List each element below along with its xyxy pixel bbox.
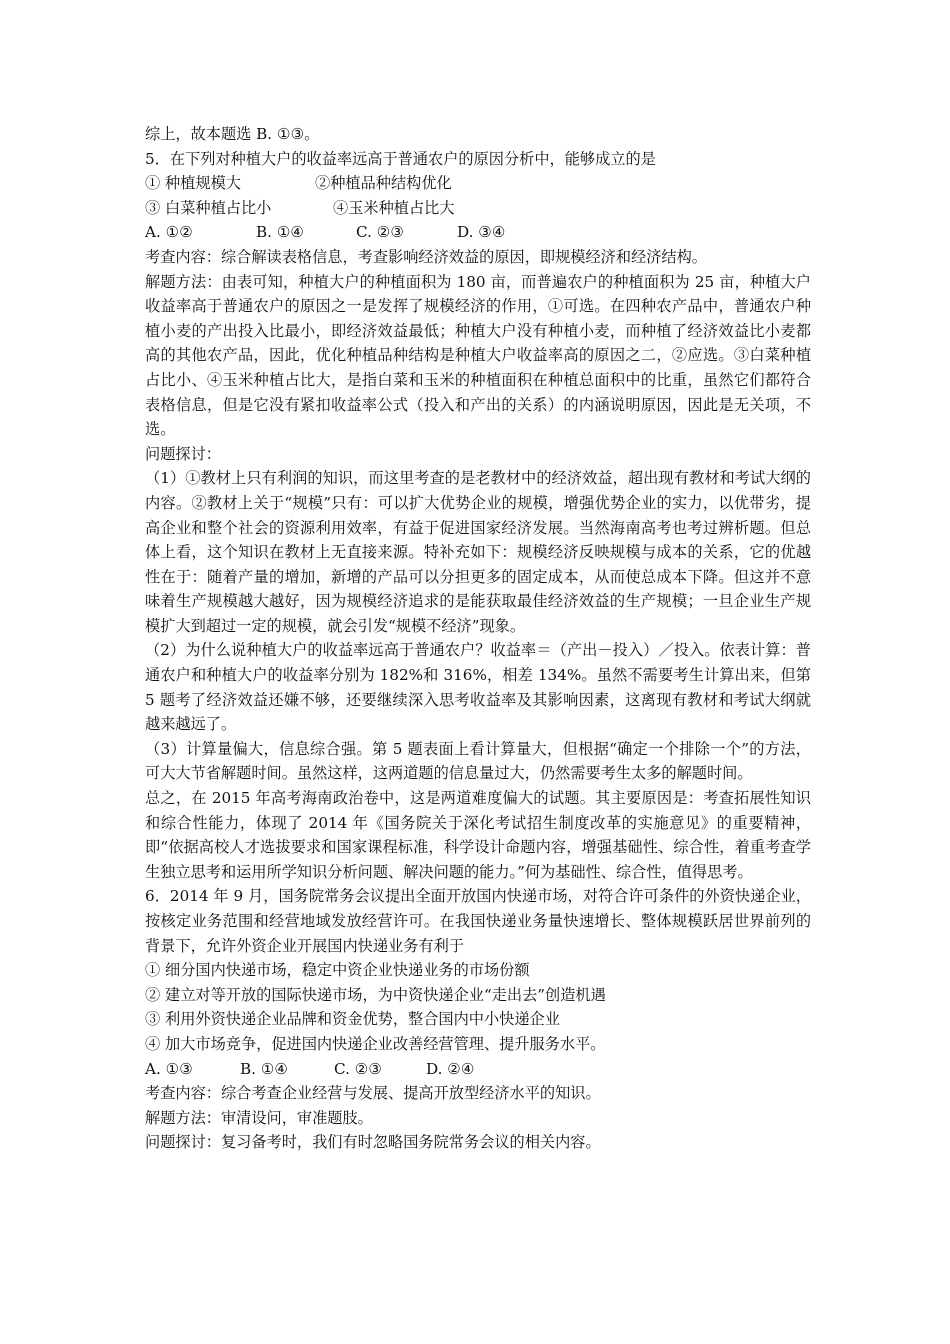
q5-statement-2: ②种植品种结构优化 <box>315 174 452 193</box>
q5-statement-1: ① 种植规模大 <box>145 174 241 193</box>
q6-option-c: C. ②③ <box>334 1059 382 1078</box>
q5-stem: 5．在下列对种植大户的收益率远高于普通农户的原因分析中，能够成立的是 <box>145 149 656 168</box>
q6-statement-1: ① 细分国内快递市场，稳定中资企业快递业务的市场份额 <box>145 961 530 980</box>
q5-statement-4: ④玉米种植占比大 <box>333 198 455 217</box>
q5-option-d: D. ③④ <box>457 223 506 242</box>
q6-option-a: A. ①③ <box>145 1059 193 1078</box>
q5-option-c: C. ②③ <box>356 223 404 242</box>
q6-content: 考查内容：综合考查企业经营与发展、提高开放型经济水平的知识。 <box>145 1084 601 1103</box>
q5-method: 解题方法：由表可知，种植大户的种植面积为 180 亩，而普遍农户的种植面积为 25 亩，种植大户收益率高于普通农户的原因之一是发挥了规模经济的作用，①可选。在四种农产品中，普通农户种植小麦的产出投入比最小，即经济效益最低；种植大户没有种植小麦，而种植了经济效益比小麦都高的其他农产品，因此，优化种植品种结构是种植大户收益率高的原因之二，②应选。③白菜种植占比小、④玉米种植占比大，是指白菜和玉米的种植面积在种植总面积中的比重，虽然它们都符合表格信息，但是它没有紧扣收益率公式（投入和产出的关系）的内涵说明原因，因此是无关项，不选。 <box>145 272 811 439</box>
q5-discussion-3: （3）计算量偏大，信息综合强。第 5 题表面上看计算量大，但根据“确定一个排除一个”的方法，可大大节省解题时间。虽然这样，这两道题的信息量过大，仍然需要考生太多的解题时间。 <box>145 739 811 783</box>
q6-discussion: 问题探讨：复习备考时，我们有时忽略国务院常务会议的相关内容。 <box>145 1133 601 1152</box>
q5-options <box>145 220 811 245</box>
q5-statements-row-1 <box>145 171 811 196</box>
q5-option-a: A. ①② <box>145 223 193 242</box>
q5-discussion-1: （1）①教材上只有利润的知识，而这里考查的是老教材中的经济效益，超出现有教材和考试大纲的内容。②教材上关于“规模”只有：可以扩大优势企业的规模，增强优势企业的实力，以优带劣，提高企业和整个社会的资源利用效率，有益于促进国家经济发展。当然海南高考也考过辨析题。但总体上看，这个知识在教材上无直接来源。特补充如下：规模经济反映规模与成本的关系，它的优越性在于：随着产量的增加，新增的产品可以分担更多的固定成本，从而使总成本下降。但这并不意味着生产规模越大越好，因为规模经济追求的是能获取最佳经济效益的生产规模；一旦企业生产规模扩大到超过一定的规模，就会引发“规模不经济”现象。 <box>145 469 811 635</box>
q5-statements-row-2 <box>145 196 811 221</box>
q5-statement-3: ③ 白菜种植占比小 <box>145 198 272 217</box>
q5-discussion-title: 问题探讨： <box>145 444 221 463</box>
q6-option-d: D. ②④ <box>426 1059 475 1078</box>
document-body <box>145 122 811 1155</box>
q5-summary: 总之，在 2015 年高考海南政治卷中，这是两道难度偏大的试题。其主要原因是：考查拓展性知识和综合性能力，体现了 2014 年《国务院关于深化考试招生制度改革的实施意见》的重要精神，即“依据高校人才选拔要求和国家课程标准，科学设计命题内容，增强基础性、综合性，着重考查学生独立思考和运用所学知识分析问题、解决问题的能力。”何为基础性、综合性，值得思考。 <box>145 789 811 881</box>
q6-statement-4: ④ 加大市场竞争，促进国内快递企业改善经营管理、提升服务水平。 <box>145 1034 606 1053</box>
q6-statement-3: ③ 利用外资快递企业品牌和资金优势，整合国内中小快递企业 <box>145 1010 560 1029</box>
q5-discussion-2: （2）为什么说种植大户的收益率远高于普通农户？收益率＝（产出－投入）／投入。依表计算：普通农户和种植大户的收益率分别为 182%和 316%，相差 134%。虽然不需要考生计算出来，但第 5 题考了经济效益还嫌不够，还要继续深入思考收益率及其影响因素，这离现有教材和考试大纲就越来越远了。 <box>145 641 811 734</box>
q5-option-b: B. ①④ <box>256 223 305 242</box>
q6-options <box>145 1057 811 1082</box>
q6-option-b: B. ①④ <box>240 1059 289 1078</box>
q5-content: 考查内容：综合解读表格信息，考查影响经济效益的原因，即规模经济和经济结构。 <box>145 247 707 266</box>
q6-statement-2: ② 建立对等开放的国际快递市场，为中资快递企业“走出去”创造机遇 <box>145 985 606 1004</box>
intro-conclusion: 综上，故本题选 B. ①③。 <box>145 125 320 143</box>
q6-method: 解题方法：审清设问，审准题肢。 <box>145 1108 373 1127</box>
q6-stem: 6．2014 年 9 月，国务院常务会议提出全面开放国内快递市场，对符合许可条件的外资快递企业，按核定业务范围和经营地域发放经营许可。在我国快递业务量快速增长、整体规模跃居世界前列的背景下，允许外资企业开展国内快递业务有利于 <box>145 887 811 955</box>
